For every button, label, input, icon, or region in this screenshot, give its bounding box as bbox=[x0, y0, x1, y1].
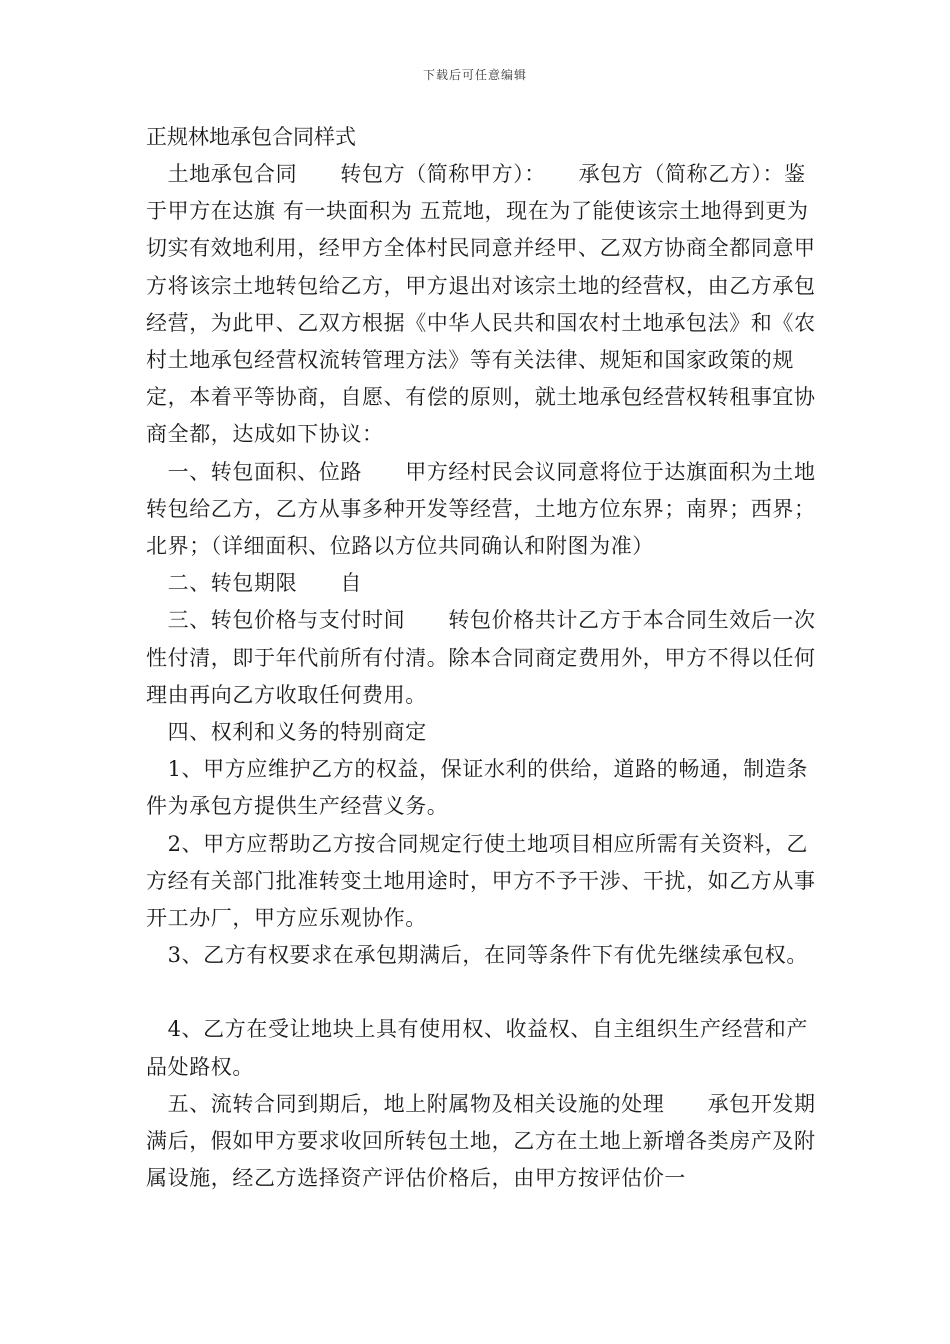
paragraph-clause-5: 五、流转合同到期后，地上附属物及相关设施的处理 承包开发期满后，假如甲方要求收回所转包土地，乙方在土地上新增各类房产及附属设施，经乙方选择资产评估价格后，由甲方按评估价一 bbox=[146, 1091, 816, 1191]
paragraph-clause-4-item-2: 2、甲方应帮助乙方按合同规定行使土地项目相应所需有关资料，乙方经有关部门批准转变土地用途时，甲方不予干涉、干扰，如乙方从事开工办厂，甲方应乐观协作。 bbox=[146, 831, 816, 931]
paragraph-clause-2: 二、转包期限 自 bbox=[146, 571, 362, 596]
header-note: 下载后可任意编辑 bbox=[422, 68, 527, 82]
document-title: 正规林地承包合同样式 bbox=[146, 125, 356, 149]
document-body bbox=[146, 156, 822, 1197]
paragraph-clause-1: 一、转包面积、位路 甲方经村民会议同意将位于达旗面积为土地转包给乙方，乙方从事多种开发等经营，土地方位东界；南界；西界；北界；（详细面积、位路以方位共同确认和附图为准） bbox=[146, 459, 816, 559]
paragraph-clause-4-item-4: 4、乙方在受让地块上具有使用权、收益权、自主组织生产经营和产品处路权。 bbox=[146, 1017, 808, 1079]
blank-line bbox=[146, 974, 822, 1011]
paragraph-clause-4: 四、权利和义务的特别商定 bbox=[146, 720, 427, 745]
paragraph-clause-3: 三、转包价格与支付时间 转包价格共计乙方于本合同生效后一次性付清，即于年代前所有付清。除本合同商定费用外，甲方不得以任何理由再向乙方收取任何费用。 bbox=[146, 608, 816, 707]
paragraph-clause-4-item-3: 3、乙方有权要求在承包期满后，在同等条件下有优先继续承包权。 bbox=[146, 943, 808, 968]
paragraph-clause-4-item-1: 1、甲方应维护乙方的权益，保证水利的供给，道路的畅通，制造条件为承包方提供生产经营义务。 bbox=[146, 757, 808, 819]
paragraph-preamble: 土地承包合同 转包方（简称甲方）： 承包方（简称乙方）：鉴于甲方在达旗 有一块面积为 五荒地，现在为了能使该宗土地得到更为切实有效地利用，经甲方全体村民同意并经甲、乙双方协商全都同意甲方将该宗土地转包给乙方，甲方退出对该宗土地的经营权，由乙方承包经营，为此甲、乙双方根据《中华人民共和国农村土地承包法》和《农村土地承包经营权流转管理方法》等有关法律、规矩和国家政策的规定，本着平等协商，自愿、有偿的原则，就土地承包经营权转租事宜协商全都，达成如下协议： bbox=[146, 162, 816, 447]
